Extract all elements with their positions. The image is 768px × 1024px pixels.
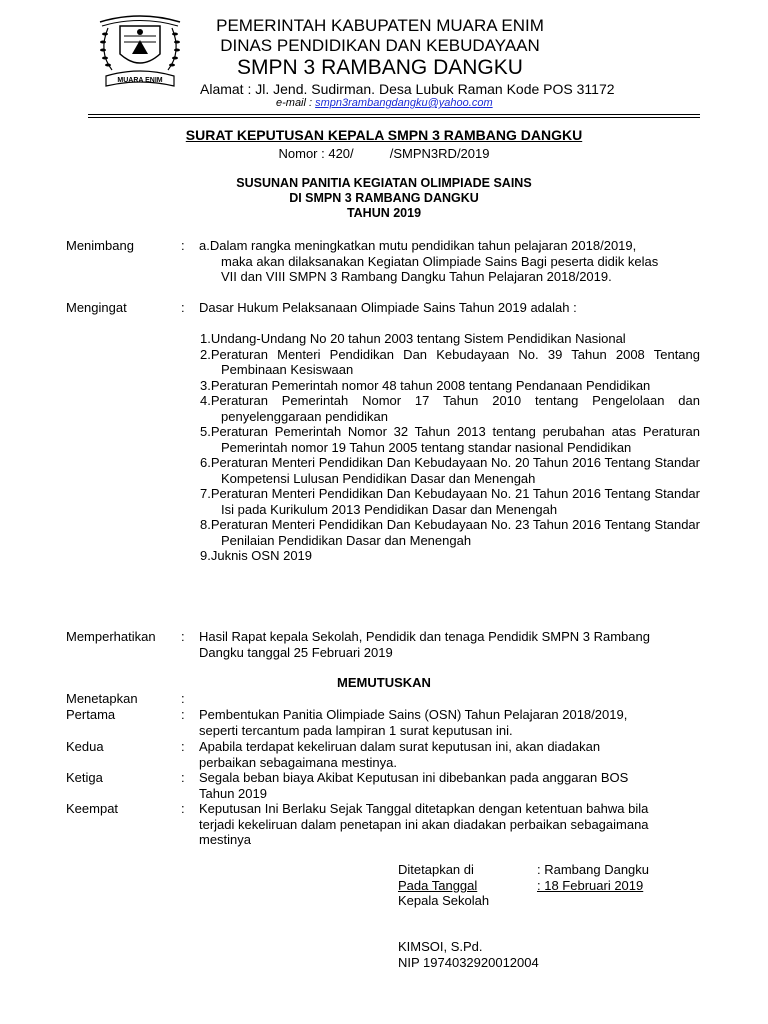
signature-date-underline (498, 878, 537, 892)
mengingat-colon: : (181, 300, 185, 315)
kedua-colon: : (181, 739, 185, 754)
letterhead-divider-thin (88, 117, 700, 118)
email-label: e-mail : (276, 97, 316, 109)
kedua-line-2: perbaikan sebagaimana mestinya. (199, 754, 398, 770)
keempat-line-3: mestinya (199, 832, 252, 847)
subject-line-2: DI SMPN 3 RAMBANG DANGKU (289, 191, 479, 205)
ketiga-text (199, 770, 699, 801)
letterhead-divider-thick (88, 114, 700, 115)
subject-line-1: SUSUNAN PANITIA KEGIATAN OLIMPIADE SAINS (236, 176, 532, 190)
legal-basis-item: 9.Juknis OSN 2019 (200, 548, 313, 563)
menimbang-line-2: maka akan dilaksanakan Kegiatan Olimpiade Sains Bagi peserta didik kelas (221, 253, 659, 269)
signatory-nip: NIP 1974032920012004 (398, 955, 539, 970)
signature-date-value: : 18 Februari 2019 (537, 878, 644, 893)
keempat-line-1: Keputusan Ini Berlaku Sejak Tanggal ditetapkan dengan ketentuan bahwa bila (199, 801, 649, 816)
letterhead-government: PEMERINTAH KABUPATEN MUARA ENIM (216, 16, 544, 35)
mengingat-intro: Dasar Hukum Pelaksanaan Olimpiade Sains Tahun 2019 adalah : (199, 300, 577, 315)
decree-title: SURAT KEPUTUSAN KEPALA SMPN 3 RAMBANG DANGKU (185, 127, 583, 143)
legal-basis-list (200, 331, 700, 564)
legal-basis-item: 8.Peraturan Menteri Pendidikan Dan Kebudayaan No. 23 Tahun 2016 Tentang Standar Penilaian Pendidikan Dasar dan Menengah (200, 517, 700, 548)
signature-date-label: Pada Tanggal (398, 878, 478, 893)
menetapkan-label: Menetapkan (66, 691, 138, 706)
legal-basis-item: 7.Peraturan Menteri Pendidikan Dan Kebudayaan No. 21 Tahun 2016 Tentang Standar Isi pada Kurikulum 2013 Pendidikan Dasar dan Menengah (200, 486, 700, 517)
pertama-line-2: seperti tercantum pada lampiran 1 surat keputusan ini. (199, 722, 513, 738)
memperhatikan-colon: : (181, 629, 185, 644)
memperhatikan-line-1: Hasil Rapat kepala Sekolah, Pendidik dan tenaga Pendidik SMPN 3 Rambang (199, 629, 650, 644)
mengingat-label: Mengingat (66, 300, 127, 315)
keempat-label: Keempat (66, 801, 119, 816)
email-link[interactable]: smpn3rambangdangku@yahoo.com (315, 97, 493, 109)
legal-basis-item: 5.Peraturan Pemerintah Nomor 32 Tahun 2013 tentang perubahan atas Peraturan Pemerintah nomor 19 Tahun 2005 tentang standar nasional Pendidikan (200, 424, 700, 455)
signature-place-value: : Rambang Dangku (537, 862, 650, 877)
menetapkan-colon: : (181, 691, 185, 706)
signatory-name: KIMSOI, S.Pd. (398, 939, 483, 954)
memperhatikan-text (199, 629, 699, 660)
school-district-logo (90, 12, 190, 90)
menimbang-line-1: a.Dalam rangka meningkatkan mutu pendidikan tahun pelajaran 2018/2019, (199, 238, 637, 253)
ketiga-line-1: Segala beban biaya Akibat Keputusan ini dibebankan pada anggaran BOS (199, 770, 629, 785)
menimbang-label: Menimbang (66, 238, 134, 253)
kedua-text (199, 739, 699, 770)
kedua-label: Kedua (66, 739, 104, 754)
menimbang-line-3: VII dan VIII SMPN 3 Rambang Dangku Tahun Pelajaran 2018/2019. (221, 269, 612, 284)
legal-basis-item: 1.Undang-Undang No 20 tahun 2003 tentang Sistem Pendidikan Nasional (200, 331, 626, 346)
pertama-label: Pertama (66, 707, 116, 722)
signature-place-label: Ditetapkan di (398, 862, 474, 877)
keempat-colon: : (181, 801, 185, 816)
letterhead-address: Alamat : Jl. Jend. Sudirman. Desa Lubuk Raman Kode POS 31172 (200, 81, 615, 97)
memperhatikan-label: Memperhatikan (66, 629, 156, 644)
ketiga-label: Ketiga (66, 770, 103, 785)
signature-position: Kepala Sekolah (398, 893, 490, 908)
pertama-line-1: Pembentukan Panitia Olimpiade Sains (OSN) Tahun Pelajaran 2018/2019, (199, 707, 628, 722)
ketiga-line-2: Tahun 2019 (199, 785, 267, 801)
menimbang-text (199, 238, 699, 285)
memutuskan-heading: MEMUTUSKAN (337, 675, 431, 690)
ketiga-colon: : (181, 770, 185, 785)
keempat-text (199, 801, 699, 848)
legal-basis-item: 3.Peraturan Pemerintah nomor 48 tahun 2008 tentang Pendanaan Pendidikan (200, 377, 651, 393)
legal-basis-item: 4.Peraturan Pemerintah Nomor 17 Tahun 2010 tentang Pengelolaan dan penyelenggaraan pendidikan (200, 393, 700, 424)
letterhead-department: DINAS PENDIDIKAN DAN KEBUDAYAAN (220, 36, 540, 55)
menimbang-colon: : (181, 238, 185, 253)
letterhead-school-name: SMPN 3 RAMBANG DANGKU (237, 56, 523, 79)
memperhatikan-line-2: Dangku tanggal 25 Februari 2019 (199, 644, 393, 660)
decree-number: Nomor : 420/ /SMPN3RD/2019 (278, 146, 490, 161)
letterhead-email (276, 97, 493, 110)
logo-caption: MUARA ENIM (117, 77, 163, 84)
pertama-colon: : (181, 707, 185, 722)
legal-basis-item: 2.Peraturan Menteri Pendidikan Dan Kebudayaan No. 39 Tahun 2008 Tentang Pembinaan Kesiswaan (200, 346, 700, 377)
legal-basis-item: 6.Peraturan Menteri Pendidikan Dan Kebudayaan No. 20 Tahun 2016 Tentang Standar Kompetensi Lulusan Pendidikan Dasar dan Menengah (200, 455, 700, 486)
keempat-line-2: terjadi kekeliruan dalam penetapan ini akan diadakan perbaikan sebagaimana (199, 816, 649, 832)
pertama-text (199, 707, 699, 738)
kedua-line-1: Apabila terdapat kekeliruan dalam surat keputusan ini, akan diadakan (199, 739, 601, 754)
muara-enim-emblem-icon (90, 12, 190, 90)
subject-line-3: TAHUN 2019 (346, 206, 422, 220)
